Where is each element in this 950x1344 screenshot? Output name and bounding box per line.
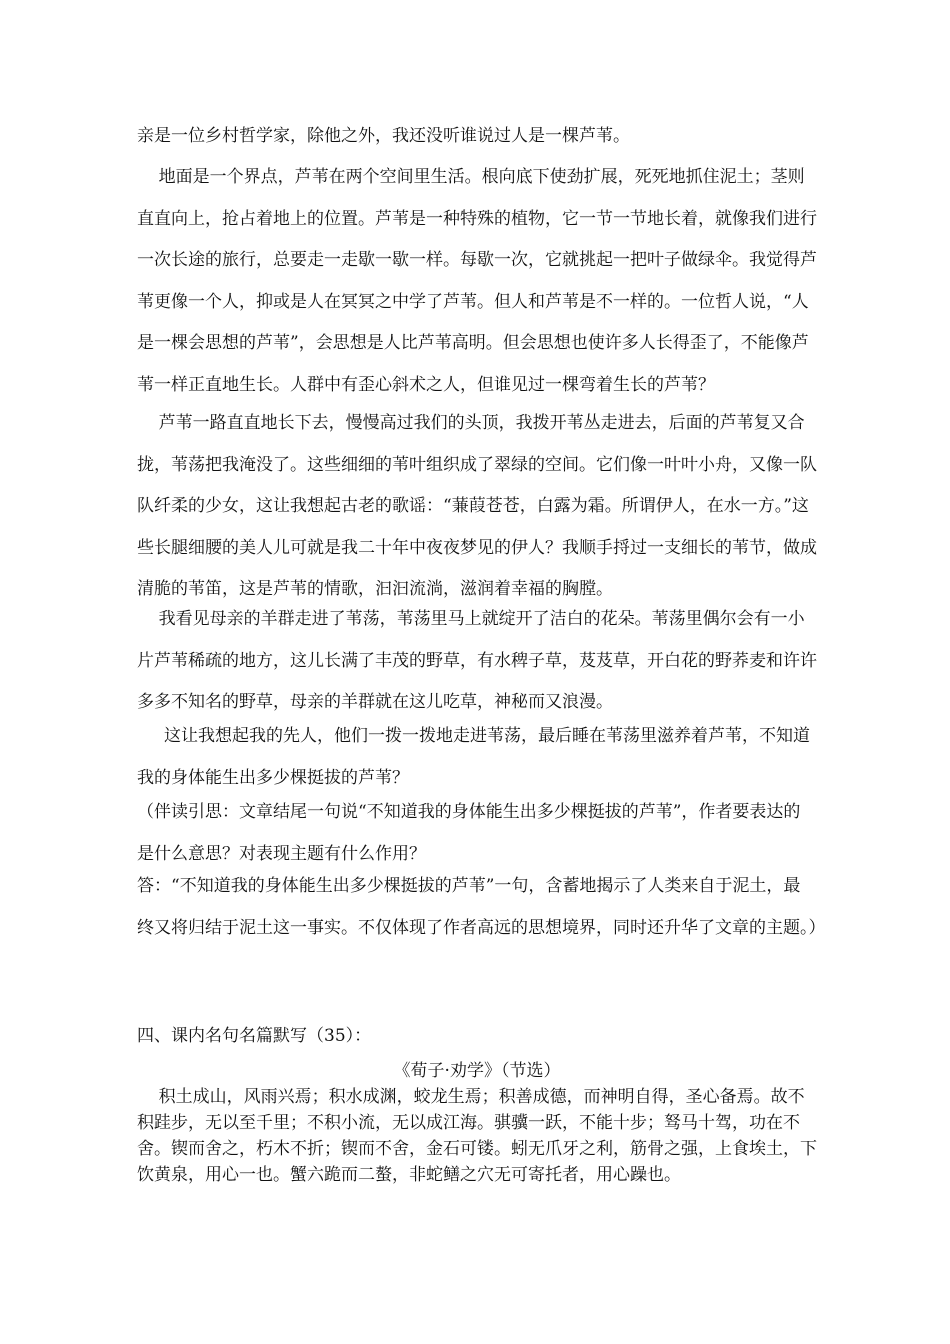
section-heading: 四、课内名句名篇默写（35）： <box>137 1026 372 1046</box>
paragraph-5: 这让我想起我的先人，他们一拨一拨地走进苇荡，最后睡在苇荡里滋养着芦苇，不知道我的身体能生出多少棵挺拔的芦苇？ <box>137 726 811 788</box>
reading-answer: 答：“不知道我的身体能生出多少棵挺拔的芦苇”一句，含蓄地揭示了人类来自于泥土，最终又将归结于泥土这一事实。不仅体现了作者高远的思想境界，同时还升华了文章的主题。） <box>137 876 826 938</box>
paragraph-4: 我看见母亲的羊群走进了苇荡，苇荡里马上就绽开了洁白的花朵。苇荡里偶尔会有一小片芦苇稀疏的地方，这儿长满了丰茂的野草，有水稗子草，芨芨草，开白花的野荞麦和许许多多不知名的野草，母亲的羊群就在这儿吃草，神秘而又浪漫。 <box>137 609 817 712</box>
paragraph-3: 芦苇一路直直地长下去，慢慢高过我们的头顶，我拨开苇丛走进去，后面的芦苇复又合拢，苇荡把我淹没了。这些细细的苇叶组织成了翠绿的空间。它们像一叶叶小舟，又像一队队纤柔的少女，这让我想起古老的歌谣：“蒹葭苍苍，白露为霜。所谓伊人，在水一方。”这些长腿细腰的美人儿可就是我二十年中夜夜梦见的伊人？我顺手捋过一支细长的苇节，做成清脆的苇笛，这是芦苇的情歌，汩汩流淌，滋润着幸福的胸膛。 <box>137 413 817 599</box>
paragraph-1: 亲是一位乡村哲学家，除他之外，我还没听谁说过人是一棵芦苇。 <box>137 126 630 146</box>
paragraph-2: 地面是一个界点，芦苇在两个空间里生活。根向底下使劲扩展，死死地抓住泥土；茎则直直向上，抢占着地上的位置。芦苇是一种特殊的植物，它一节一节地长着，就像我们进行一次长途的旅行，总要走一走歇一歇一样。每歇一次，它就挑起一把叶子做绿伞。我觉得芦苇更像一个人，抑或是人在冥冥之中学了芦苇。但人和芦苇是不一样的。一位哲人说，“人是一棵会思想的芦苇”，会思想是人比芦苇高明。但会思想也使许多人长得歪了，不能像芦苇一样正直地生长。人群中有歪心斜术之人，但谁见过一棵弯着生长的芦苇？ <box>137 167 817 395</box>
poem-body: 积土成山，风雨兴焉；积水成渊，蛟龙生焉；积善成德，而神明自得，圣心备焉。故不积跬步，无以至千里；不积小流，无以成江海。骐骥一跃，不能十步；驽马十驾，功在不舍。锲而舍之，朽木不折；锲而不舍，金石可镂。蚓无爪牙之利，筋骨之强，上食埃土，下饮黄泉，用心一也。蟹六跪而二螯，非蛇鳝之穴无可寄托者，用心躁也。 <box>137 1087 817 1185</box>
reading-question: （伴读引思：文章结尾一句说“不知道我的身体能生出多少棵挺拔的芦苇”，作者要表达的是什么意思？对表现主题有什么作用？ <box>137 802 801 864</box>
poem-title: 《荀子·劝学》（节选） <box>393 1061 561 1081</box>
